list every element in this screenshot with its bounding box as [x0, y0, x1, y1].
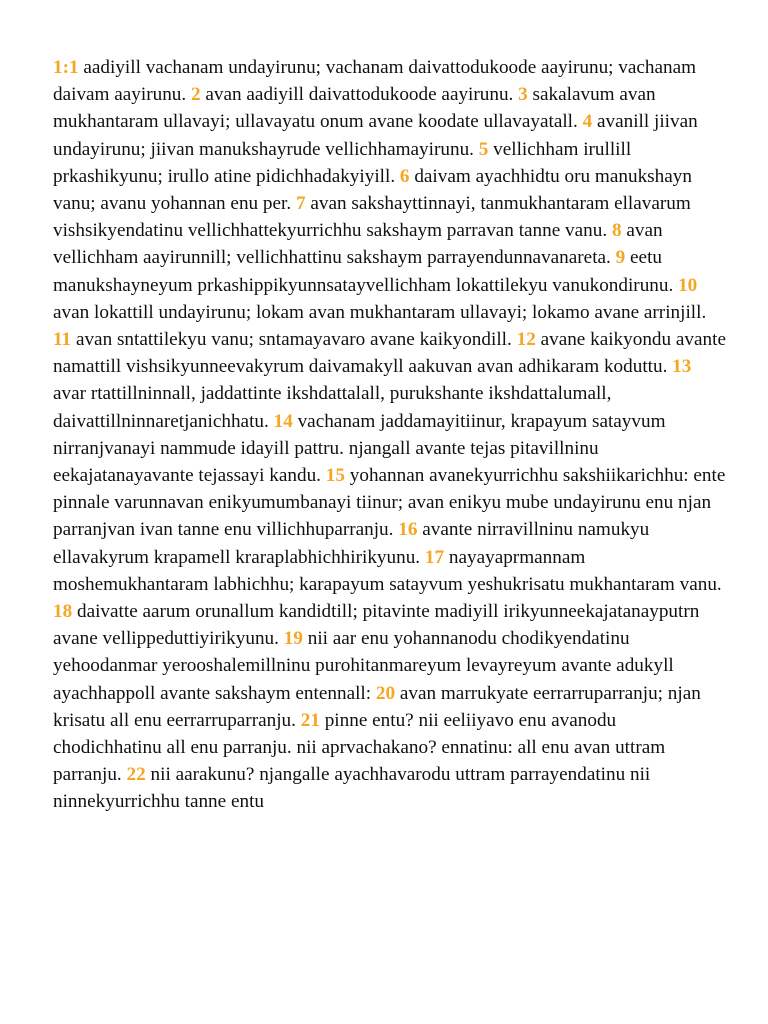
verse-text: pinne entu? nii eeliiyavo enu avanodu chodichhatinu all enu parranju. nii aprvachakano? ennatinu: all enu avan uttram parranju.	[53, 709, 666, 786]
verse-number: 8	[611, 220, 622, 242]
verse-number: 6	[399, 165, 410, 187]
verse-number: 22	[126, 764, 146, 786]
verse-number: 4	[582, 111, 593, 133]
verse-text: avan lokattill undayirunu; lokam avan mukhantaram ullavayi; lokamo avane arrinjill.	[53, 301, 707, 323]
verse-number: 20	[375, 682, 396, 704]
verse-number: 13	[672, 356, 692, 378]
verse-text: avan vellichham aayirunnill; vellichhattinu sakshaym parrayendunnavanareta.	[53, 220, 663, 269]
verse-number: 5	[478, 138, 489, 160]
verse-number: 7	[295, 193, 306, 215]
verse-number: 10	[678, 274, 698, 296]
verse-number: 18	[53, 601, 73, 623]
verse-text: yohannan avanekyurrichhu sakshiikarichhu: ente pinnale varunnavan enikyumumbanayi tiinur; avan enikyu mube undayirunu enu njan parranjvan ivan tanne enu villichhuparranju.	[53, 465, 726, 541]
verse-number: 2	[191, 84, 201, 106]
verse-number: 1:1	[53, 57, 79, 78]
verse-number: 17	[424, 546, 445, 568]
verse-text: avante nirravillninu namukyu ellavakyrum krapamell kraraplabhichhirikyunu.	[53, 519, 650, 568]
verse-text: avan aadiyill daivattodukoode aayirunu.	[205, 84, 514, 106]
verse-number: 14	[273, 410, 293, 432]
verse-text: daivam ayachhidtu oru manukshayn vanu; avanu yohannan enu per.	[53, 165, 692, 215]
verse-text: aadiyill vachanam undayirunu; vachanam daivattodukoode aayirunu; vachanam daivam aayirunu.	[53, 57, 697, 106]
verse-text: avan sntattilekyu vanu; sntamayavaro avane kaikyondill.	[75, 329, 512, 351]
verse-text: daivatte aarum orunallum kandidtill; pitavinte madiyill irikyunneekajatanayputrn avane vellippeduttiyirikyunu.	[53, 601, 700, 650]
verse-text: vachanam jaddamayitiinur, krapayum satayvum nirranjvanayi nammude idayill pattru. njangall avante tejas pitavillninu eekajatanayavante tejassayi kandu.	[53, 410, 666, 487]
verse-number: 9	[615, 247, 626, 269]
verse-number: 21	[300, 709, 320, 731]
verse-number: 15	[325, 465, 345, 487]
verse-number: 16	[398, 519, 418, 541]
scripture-text	[53, 54, 728, 816]
verse-text: sakalavum avan mukhantaram ullavayi; ullavayatu onum avane koodate ullavayatall.	[53, 84, 656, 133]
verse-number: 19	[283, 628, 303, 650]
verse-text: nayayaprmannam moshemukhantaram labhichhu; karapayum satayvum yeshukrisatu mukhantaram vanu.	[53, 546, 722, 595]
verse-text: eetu manukshayneyum prkashippikyunnsatayvellichham lokattilekyu vanukondirunu.	[53, 247, 674, 296]
verse-number: 3	[518, 84, 528, 106]
verse-text: vellichham irullill prkashikyunu; irullo atine pidichhadakyiyill.	[53, 138, 632, 187]
verse-text: avar rtattillninnall, jaddattinte ikshdattalall, purukshante ikshdattalumall, daivattillninnaretjanichhatu.	[53, 383, 612, 432]
verse-number: 11	[53, 329, 72, 351]
verse-text: avan sakshayttinnayi, tanmukhantaram ellavarum vishsikyendatinu vellichhattekyurrichhu sakshaym parravan tanne vanu.	[53, 193, 691, 242]
verse-text: nii aarakunu? njangalle ayachhavarodu uttram parrayendatinu nii ninnekyurrichhu tanne entu	[53, 764, 651, 813]
verse-number: 12	[516, 329, 536, 351]
verse-text: avan marrukyate eerrarruparranju; njan krisatu all enu eerrarruparranju.	[53, 682, 701, 731]
verse-text: avanill jiivan undayirunu; jiivan manukshayrude vellichhamayirunu.	[53, 111, 698, 160]
verse-text: avane kaikyondu avante namattill vishsikyunneevakyrum daivamakyll aakuvan avan adhikaram koduttu.	[53, 329, 726, 378]
verse-text: nii aar enu yohannanodu chodikyendatinu yehoodanmar yerooshalemillninu purohitanmareyum levayreyum avante adukyll ayachhappoll avante sakshaym entennall:	[53, 628, 674, 704]
